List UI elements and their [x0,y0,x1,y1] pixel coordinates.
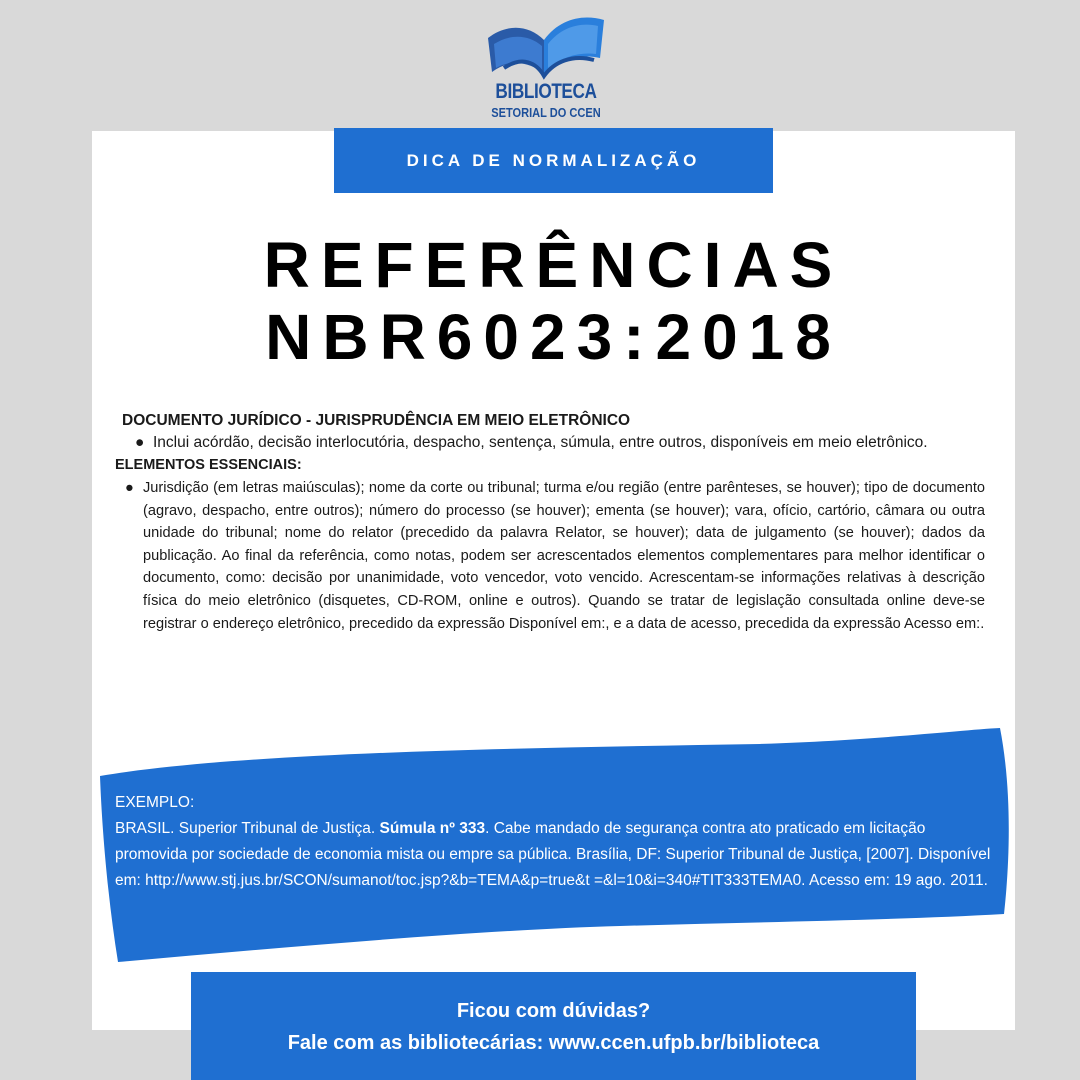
example-text [115,790,995,894]
list-item-text: Inclui acórdão, decisão interlocutória, despacho, sentença, súmula, entre outros, disponíveis em meio eletrônico. [153,434,928,451]
section-heading-legal-document: DOCUMENTO JURÍDICO - JURISPRUDÊNCIA EM MEIO ELETRÔNICO [122,412,631,429]
tip-banner: DICA DE NORMALIZAÇÃO [334,128,773,193]
citation-start: BRASIL. Superior Tribunal de Justiça. [115,820,380,837]
logo-title: BIBLIOTECA [495,80,597,103]
logo-subtitle: SETORIAL DO CCEN [491,105,601,120]
bullet-icon: ● [135,434,145,451]
contact-banner [191,972,916,1080]
list-item-text: Jurisdição (em letras maiúsculas); nome da corte ou tribunal; turma e/ou região (entre parênteses, se houver); tipo de documento (agravo, despacho, entre outros); número do processo (se houver); ementa (se houver); vara, ofício, cartório, câmara ou outra unidade do tribunal; nome do relator (precedido da palavra Relator, se houver); data de julgamento (se houver); dados da publicação. Ao final da referência, como notas, podem ser acrescentados elementos complementares para melhor identificar o documento, como: decisão por unanimidade, voto vencedor, voto vencido. Acrescentam-se informações relativas à descrição física do meio eletrônico (disquetes, CD-ROM, online e outros). Quando se tratar de legislação consultada online deve-se registrar o endereço eletrônico, precedido da expressão Disponível em:, e a data de acesso, precedida da expressão Acesso em:. [143,480,985,632]
example-citation [115,816,995,894]
example-label: EXEMPLO: [115,794,195,811]
page-title: REFERÊNCIAS [263,229,844,301]
contact-question: Ficou com dúvidas? [456,1000,651,1022]
citation-title: Súmula nº 333 [379,820,486,837]
citation-rest: . Cabe mandado de segurança contra ato praticado em licitação promovida por sociedade de economia mista ou empre sa pública. Brasília, DF: Superior Tribunal de Justiça, [2007]. Disponível em: http://www.stj.jus.br/SCON/sumanot/toc.jsp?&b=TEMA&p=true&t =&l=10&i=340#TIT333TEMA0. Acesso em: 19 ago. 2011. [115,820,991,889]
page-subtitle: NBR6023:2018 [265,301,842,373]
section-heading-essential-elements: ELEMENTOS ESSENCIAIS: [115,457,302,473]
bullet-icon: ● [125,480,134,496]
contact-link[interactable]: Fale com as bibliotecárias: www.ccen.ufpb.br/biblioteca [287,1032,820,1054]
